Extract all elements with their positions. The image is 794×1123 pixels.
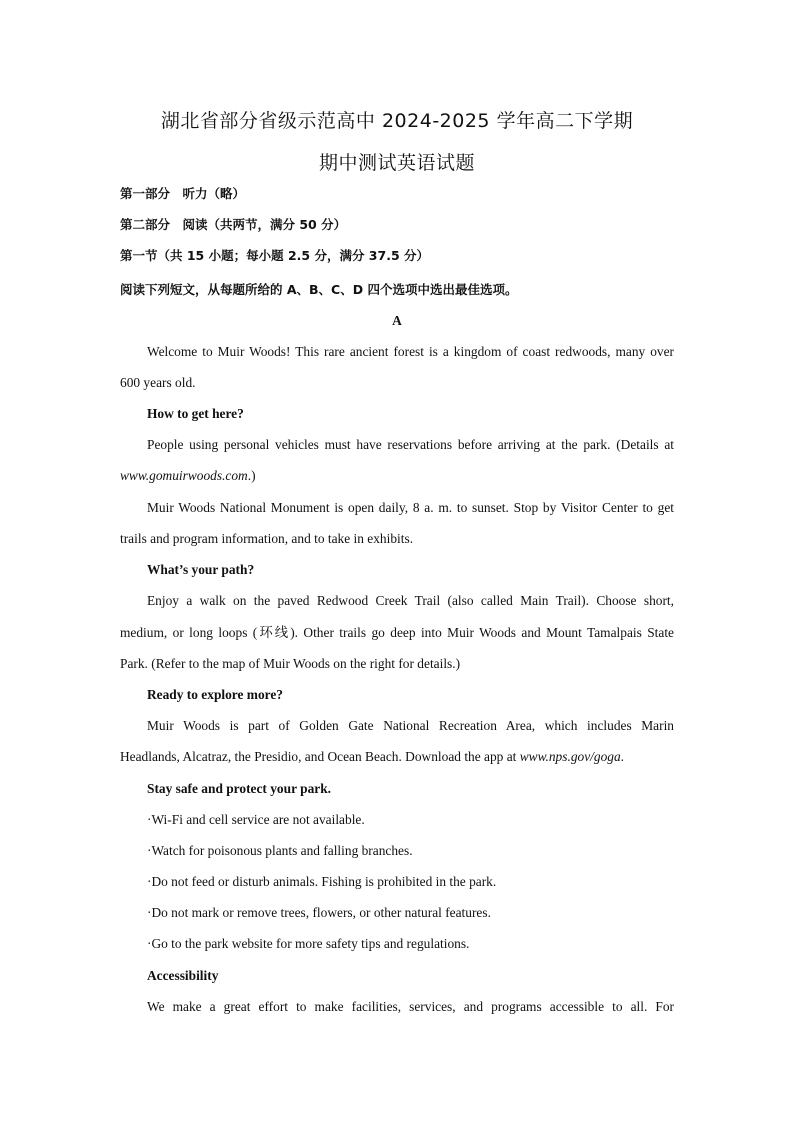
para2-line1: Muir Woods National Monument is open daily, 8 a. m. to sunset. Stop by Visitor Center to get [147, 500, 674, 515]
intro-line2: 600 years old. [120, 375, 196, 390]
para2-line2: trails and program information, and to take in exhibits. [120, 531, 414, 546]
heading-ready-to-explore: Ready to explore more? [147, 687, 283, 702]
para1-line1: People using personal vehicles must have reservations before arriving at the park. (Details at [147, 437, 674, 452]
safety-bullet: ·Do not mark or remove trees, flowers, or other natural features. [147, 905, 491, 920]
safety-bullet: ·Watch for poisonous plants and falling branches. [147, 843, 413, 858]
exam-title-line2: 期中测试英语试题 [318, 152, 475, 174]
website-link-gomuirwoods[interactable]: www.gomuirwoods.com [120, 468, 248, 483]
para3-line1: Enjoy a walk on the paved Redwood Creek Trail (also called Main Trail). Choose short, [147, 593, 674, 608]
intro-line1: Welcome to Muir Woods! This rare ancient forest is a kingdom of coast redwoods, many over [147, 344, 674, 359]
website-link-nps-goga[interactable]: www.nps.gov/goga [519, 749, 621, 764]
heading-accessibility: Accessibility [147, 968, 219, 983]
section1-heading: 第一节（共 15 小题；每小题 2.5 分，满分 37.5 分） [120, 248, 429, 263]
para3-line2: medium, or long loops (环线). Other trails go deep into Muir Woods and Mount Tamalpais State [120, 625, 674, 640]
heading-stay-safe: Stay safe and protect your park. [147, 781, 332, 796]
para4-line1: Muir Woods is part of Golden Gate National Recreation Area, which includes Marin [147, 718, 674, 733]
passage-label: A [392, 313, 402, 328]
heading-whats-your-path: What’s your path? [147, 562, 255, 577]
directions-text: 阅读下列短文，从每题所给的 A、B、C、D 四个选项中选出最佳选项。 [120, 282, 518, 297]
safety-bullet: ·Do not feed or disturb animals. Fishing is prohibited in the park. [147, 874, 497, 889]
part1-heading: 第一部分 听力（略） [120, 186, 246, 201]
para4-line2: Headlands, Alcatraz, the Presidio, and Ocean Beach. Download the app at www.nps.gov/goga. [120, 749, 625, 764]
para5-line1: We make a great effort to make facilities, services, and programs accessible to all. For [147, 999, 674, 1014]
safety-bullet: ·Wi-Fi and cell service are not available. [147, 812, 365, 827]
safety-bullet: ·Go to the park website for more safety tips and regulations. [147, 936, 470, 951]
para3-line3: Park. (Refer to the map of Muir Woods on the right for details.) [120, 656, 461, 671]
heading-how-to-get-here: How to get here? [147, 406, 244, 421]
para1-line2: www.gomuirwoods.com.) [120, 468, 256, 483]
part2-heading: 第二部分 阅读（共两节，满分 50 分） [120, 217, 347, 232]
exam-title-line1: 湖北省部分省级示范高中 2024-2025 学年高二下学期 [160, 110, 634, 132]
